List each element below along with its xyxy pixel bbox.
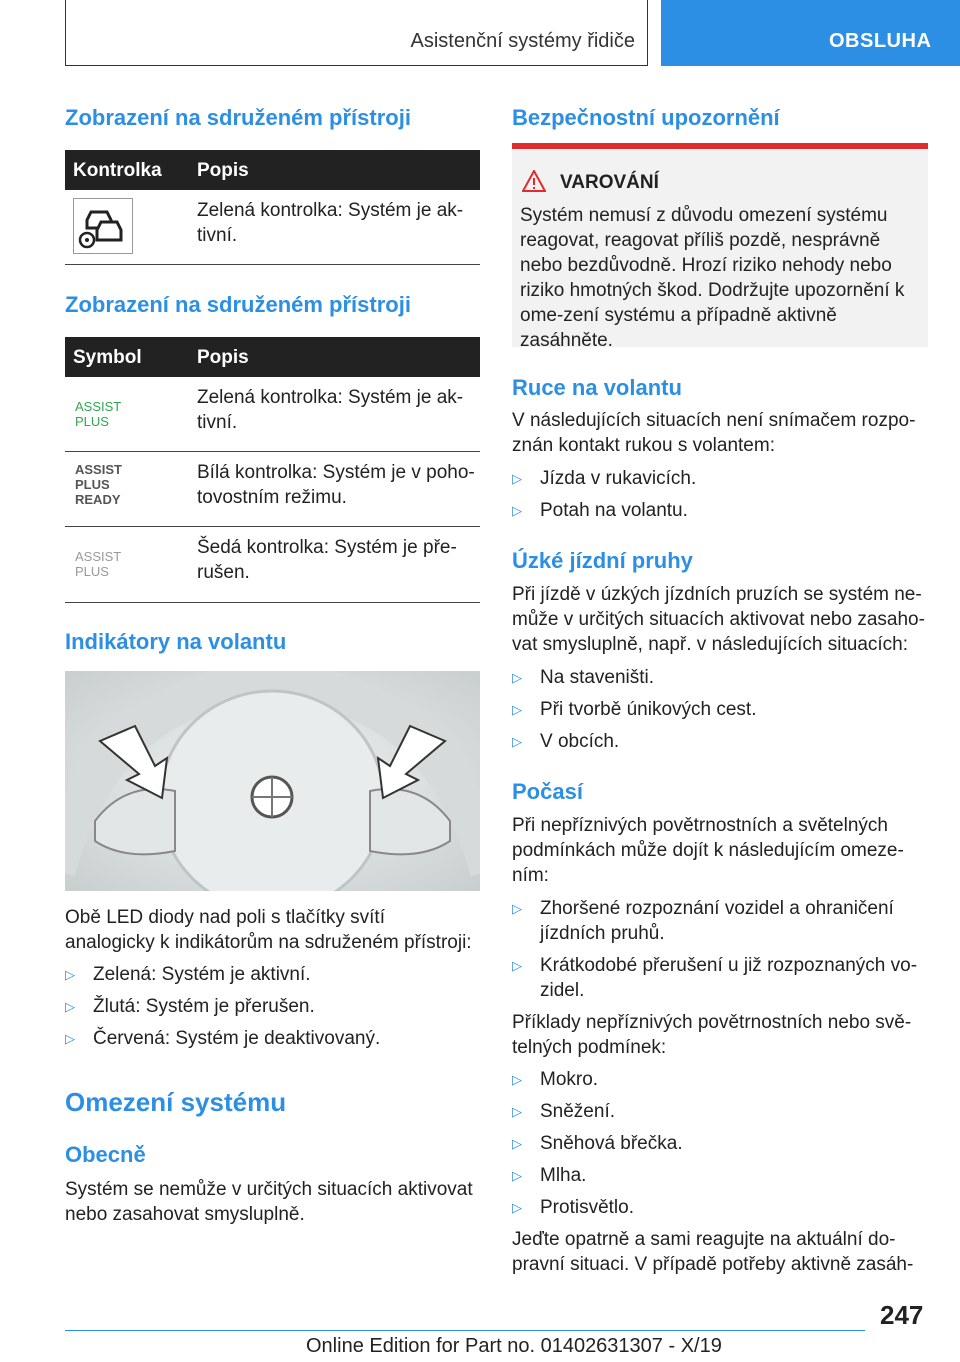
weather-examples-text: Příklady nepříznivých povětrnostních nebo svě-telných podmínek: (512, 1012, 912, 1058)
symbol-line: ASSIST (75, 549, 122, 564)
section-title: Asistenční systémy řidiče (410, 30, 635, 52)
list-item-text: Potah na volantu. (540, 500, 688, 521)
table-row (65, 527, 480, 603)
table-row (65, 377, 480, 452)
list-item-text: Protisvětlo. (540, 1197, 634, 1218)
triangle-bullet-icon: ▷ (512, 734, 522, 749)
safety-title: Bezpečnostní upozornění (512, 105, 780, 130)
list-item-continuation: jízdních pruhů. (540, 923, 665, 944)
triangle-bullet-icon: ▷ (512, 1168, 522, 1183)
triangle-bullet-icon: ▷ (512, 503, 522, 518)
table2-row-desc: Zelená kontrolka: Systém je ak-tivní. (197, 387, 464, 433)
list-item-text: Mokro. (540, 1069, 599, 1090)
table2-row-desc: Šedá kontrolka: Systém je pře-rušen. (197, 537, 457, 583)
chapter-title: OBSLUHA (829, 30, 932, 52)
assist-plus-symbol (75, 549, 121, 579)
table1-col1: Kontrolka (73, 160, 162, 181)
symbol-line: ASSIST (75, 399, 122, 414)
steering-wheel-image (65, 671, 480, 891)
list-item-text: Při tvorbě únikových cest. (540, 699, 757, 720)
warning-box (512, 150, 928, 351)
triangle-bullet-icon: ▷ (512, 1104, 522, 1119)
table1-col2: Popis (197, 160, 249, 181)
weather-closing-text: Jeďte opatrně a sami reagujte na aktuální do-pravní situaci. V případě potřeby aktivně zasáh- (512, 1229, 914, 1275)
footer-divider (65, 1330, 865, 1331)
warning-triangle-icon (522, 170, 546, 192)
triangle-bullet-icon: ▷ (512, 702, 522, 717)
warning-text: Systém nemusí z důvodu omezení systému reagovat, reagovat příliš pozdě, nesprávně nebo bezdůvodně. Hrozí riziko nehody nebo riziko hmotných škod. Dodržujte upozornění k ome-zení systému a případně aktivně zasáhněte. (520, 205, 905, 351)
symbol-line: PLUS (75, 477, 110, 492)
warning-label: VAROVÁNÍ (560, 172, 659, 193)
list-item-text: V obcích. (540, 731, 620, 752)
symbol-line: ASSIST (75, 462, 122, 477)
table2-header (65, 337, 480, 377)
table1-header (65, 150, 480, 190)
limits-text: Systém se nemůže v určitých situacích aktivovat nebo zasahovat smysluplně. (65, 1179, 473, 1225)
page-number: 247 (880, 1300, 924, 1330)
triangle-bullet-icon: ▷ (512, 471, 522, 486)
footer-edition: Online Edition for Part no. 01402631307 - X/19 (306, 1335, 722, 1357)
triangle-bullet-icon: ▷ (512, 1072, 522, 1087)
table1-row-desc: Zelená kontrolka: Systém je ak-tivní. (197, 200, 464, 246)
assist-plus-ready-symbol (75, 462, 122, 507)
warning-bar (512, 143, 928, 149)
list-item-continuation: zidel. (540, 980, 585, 1001)
car-assist-icon (73, 198, 133, 254)
triangle-bullet-icon: ▷ (512, 958, 522, 973)
triangle-bullet-icon: ▷ (512, 670, 522, 685)
table1-title: Zobrazení na sdruženém přístroji (65, 105, 411, 130)
list-item-text: Jízda v rukavicích. (540, 468, 697, 489)
list-item-text: Červená: Systém je deaktivovaný. (93, 1028, 381, 1049)
list-item-text: Mlha. (540, 1165, 587, 1186)
symbol-line: READY (75, 492, 121, 507)
lanes-title: Úzké jízdní pruhy (512, 548, 693, 573)
weather-text: Při nepříznivých povětrnostních a světelných podmínkách může dojít k následujícím omeze-ním: (512, 815, 904, 886)
limits-subtitle: Obecně (65, 1142, 146, 1167)
triangle-bullet-icon: ▷ (65, 1031, 75, 1046)
table2-col1: Symbol (73, 347, 142, 368)
hands-text: V následujících situacích není snímačem rozpo-znán kontakt rukou s volantem: (512, 410, 916, 456)
triangle-bullet-icon: ▷ (512, 901, 522, 916)
triangle-bullet-icon: ▷ (512, 1136, 522, 1151)
header-section (65, 0, 648, 66)
limits-title: Omezení systému (65, 1087, 287, 1117)
table2-row-desc: Bílá kontrolka: Systém je v poho-tovostním režimu. (197, 462, 475, 508)
assist-plus-symbol (75, 399, 121, 429)
symbol-line: PLUS (75, 414, 109, 429)
weather-title: Počasí (512, 779, 583, 804)
list-item-text: Zhoršené rozpoznání vozidel a ohraničení (540, 898, 894, 919)
list-item-text: Zelená: Systém je aktivní. (93, 964, 311, 985)
list-item-text: Sněhová břečka. (540, 1133, 683, 1154)
list-item-text: Sněžení. (540, 1101, 615, 1122)
lanes-text: Při jízdě v úzkých jízdních pruzích se systém ne-může v určitých situacích aktivovat nebo zasaho-vat smysluplně, např. v následujících situacích: (512, 584, 925, 655)
hands-title: Ruce na volantu (512, 375, 682, 400)
indicators-text: Obě LED diody nad poli s tlačítky svítí analogicky k indikátorům na sdruženém přístroji: (65, 907, 472, 953)
triangle-bullet-icon: ▷ (65, 967, 75, 982)
triangle-bullet-icon: ▷ (65, 999, 75, 1014)
indicators-title: Indikátory na volantu (65, 629, 287, 654)
list-item-text: Žlutá: Systém je přerušen. (93, 996, 315, 1017)
table-row (65, 452, 480, 527)
symbol-line: PLUS (75, 564, 109, 579)
table2-title: Zobrazení na sdruženém přístroji (65, 292, 411, 317)
table2-col2: Popis (197, 347, 249, 368)
header-chapter (661, 0, 960, 66)
triangle-bullet-icon: ▷ (512, 1200, 522, 1215)
table-row (65, 190, 480, 265)
list-item-text: Krátkodobé přerušení u již rozpoznaných vo- (540, 955, 918, 976)
list-item-text: Na staveništi. (540, 667, 655, 688)
